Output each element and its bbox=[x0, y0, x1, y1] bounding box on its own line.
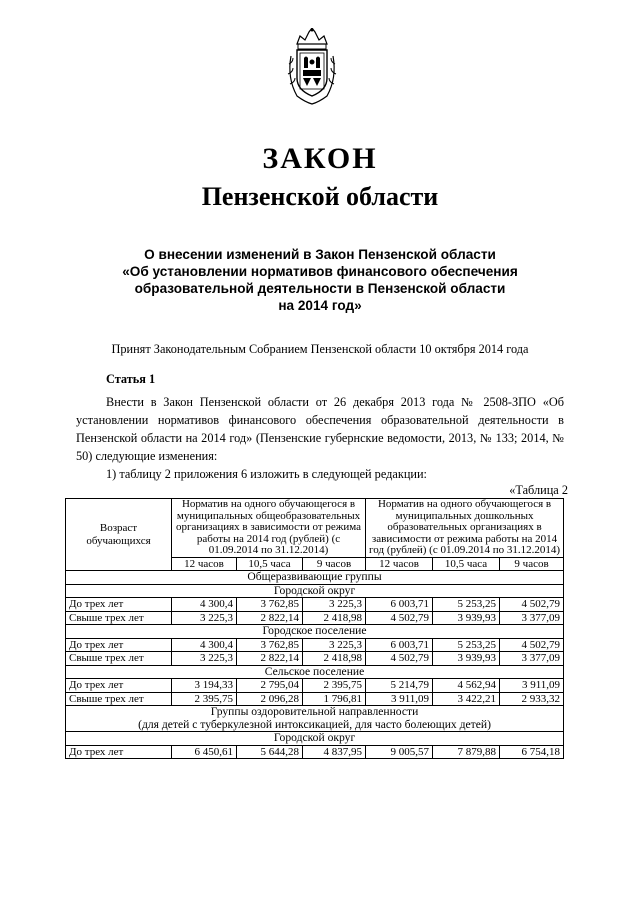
table-cell: 3 194,33 bbox=[172, 679, 237, 693]
subject-line-4: на 2014 год» bbox=[278, 298, 362, 313]
table-row bbox=[66, 679, 564, 693]
table-cell: 1 796,81 bbox=[303, 692, 366, 706]
table-row bbox=[66, 598, 564, 612]
table-cell: 2 418,98 bbox=[303, 652, 366, 666]
table-row bbox=[66, 638, 564, 652]
subject-line-1: О внесении изменений в Закон Пензенской области bbox=[144, 247, 496, 262]
law-subject bbox=[70, 246, 570, 314]
table-cell: 3 225,3 bbox=[303, 638, 366, 652]
table-cell: 3 939,93 bbox=[433, 652, 500, 666]
age-header: Возраст обучающихся bbox=[66, 499, 172, 571]
table-cell: 3 225,3 bbox=[172, 652, 237, 666]
table-cell: 3 377,09 bbox=[500, 652, 564, 666]
table-cell: 7 879,88 bbox=[433, 745, 500, 759]
mode-header: 12 часов bbox=[366, 557, 433, 571]
table-cell: 2 395,75 bbox=[303, 679, 366, 693]
section-row bbox=[66, 625, 564, 639]
table-cell: 2 096,28 bbox=[237, 692, 303, 706]
subject-line-2: «Об установлении нормативов финансового обеспечения bbox=[122, 264, 518, 279]
section-row bbox=[66, 584, 564, 598]
table-row bbox=[66, 692, 564, 706]
table-cell: 3 939,93 bbox=[433, 611, 500, 625]
section-row bbox=[66, 732, 564, 746]
section-rural: Сельское поселение bbox=[66, 665, 564, 679]
coat-of-arms-emblem bbox=[285, 28, 339, 106]
table-cell: 2 395,75 bbox=[172, 692, 237, 706]
table-cell: 6 754,18 bbox=[500, 745, 564, 759]
section-row bbox=[66, 706, 564, 732]
section-health bbox=[66, 706, 564, 732]
table-cell: 4 300,4 bbox=[172, 598, 237, 612]
table-header-row bbox=[66, 499, 564, 558]
section-row bbox=[66, 571, 564, 585]
article-paragraph bbox=[76, 393, 564, 465]
mode-header: 10,5 часа bbox=[237, 557, 303, 571]
article-paragraph-text: Внести в Закон Пензенской области от 26 декабря 2013 года № 2508-ЗПО «Об установлении нормативов финансового обеспечения образовательной деятельности в Пензенской области на 2014 год» (Пензенские губернские ведомости, 2013, № 133; 2014, № 50) следующие изменения: bbox=[76, 395, 564, 463]
table-cell: 4 562,94 bbox=[433, 679, 500, 693]
section-row bbox=[66, 665, 564, 679]
document-title: ЗАКОН bbox=[262, 142, 378, 175]
table-caption: «Таблица 2 bbox=[509, 483, 568, 497]
section-town: Городское поселение bbox=[66, 625, 564, 639]
table-row bbox=[66, 611, 564, 625]
table-cell: 3 762,85 bbox=[237, 638, 303, 652]
mode-header: 9 часов bbox=[303, 557, 366, 571]
table-row bbox=[66, 745, 564, 759]
table-cell: 6 003,71 bbox=[366, 598, 433, 612]
document-region: Пензенской области bbox=[201, 182, 439, 211]
table-cell: 4 300,4 bbox=[172, 638, 237, 652]
section-city: Городской округ bbox=[66, 584, 564, 598]
table-cell: 3 911,09 bbox=[366, 692, 433, 706]
table-cell: 6 003,71 bbox=[366, 638, 433, 652]
table-cell: 4 502,79 bbox=[366, 611, 433, 625]
table-cell: 4 837,95 bbox=[303, 745, 366, 759]
article-item-1: 1) таблицу 2 приложения 6 изложить в следующей редакции: bbox=[106, 467, 427, 481]
row-label: До трех лет bbox=[66, 598, 172, 612]
mode-header: 12 часов bbox=[172, 557, 237, 571]
table-cell: 2 418,98 bbox=[303, 611, 366, 625]
table-cell: 2 933,32 bbox=[500, 692, 564, 706]
table-row bbox=[66, 652, 564, 666]
mode-header: 9 часов bbox=[500, 557, 564, 571]
table-cell: 3 377,09 bbox=[500, 611, 564, 625]
table-cell: 3 225,3 bbox=[303, 598, 366, 612]
article-heading: Статья 1 bbox=[106, 372, 156, 386]
section-health-note: (для детей с туберкулезной интоксикацией, для часто болеющих детей) bbox=[138, 717, 491, 731]
table-cell: 4 502,79 bbox=[500, 638, 564, 652]
subject-line-3: образовательной деятельности в Пензенской области bbox=[134, 281, 506, 296]
table-cell: 3 762,85 bbox=[237, 598, 303, 612]
row-label: Свыше трех лет bbox=[66, 652, 172, 666]
table-cell: 2 822,14 bbox=[237, 611, 303, 625]
table-cell: 5 253,25 bbox=[433, 638, 500, 652]
table-cell: 4 502,79 bbox=[500, 598, 564, 612]
normatives-table bbox=[65, 498, 564, 759]
section-city-2: Городской округ bbox=[66, 732, 564, 746]
row-label: До трех лет bbox=[66, 638, 172, 652]
table-cell: 5 214,79 bbox=[366, 679, 433, 693]
mode-header: 10,5 часа bbox=[433, 557, 500, 571]
row-label: До трех лет bbox=[66, 679, 172, 693]
row-label: Свыше трех лет bbox=[66, 692, 172, 706]
table-cell: 9 005,57 bbox=[366, 745, 433, 759]
table-cell: 3 911,09 bbox=[500, 679, 564, 693]
row-label: Свыше трех лет bbox=[66, 611, 172, 625]
row-label: До трех лет bbox=[66, 745, 172, 759]
table-cell: 2 822,14 bbox=[237, 652, 303, 666]
section-health-title: Группы оздоровительной направленности bbox=[210, 705, 419, 719]
column-group-general: Норматив на одного обучающегося в муниципальных общеобразовательных организациях в зависимости от режима работы на 2014 год (рублей) (с 01.09.2014 по 31.12.2014) bbox=[172, 499, 366, 558]
adoption-line: Принят Законодательным Собранием Пензенской области 10 октября 2014 года bbox=[111, 342, 529, 356]
column-group-preschool: Норматив на одного обучающегося в муниципальных дошкольных образовательных организациях в зависимости от режима работы на 2014 год (рублей) (с 01.09.2014 по 31.12.2014) bbox=[366, 499, 564, 558]
table-cell: 6 450,61 bbox=[172, 745, 237, 759]
table-cell: 3 225,3 bbox=[172, 611, 237, 625]
table-cell: 5 253,25 bbox=[433, 598, 500, 612]
table-cell: 2 795,04 bbox=[237, 679, 303, 693]
section-general: Общеразвивающие группы bbox=[66, 571, 564, 585]
table-cell: 3 422,21 bbox=[433, 692, 500, 706]
table-cell: 4 502,79 bbox=[366, 652, 433, 666]
table-cell: 5 644,28 bbox=[237, 745, 303, 759]
